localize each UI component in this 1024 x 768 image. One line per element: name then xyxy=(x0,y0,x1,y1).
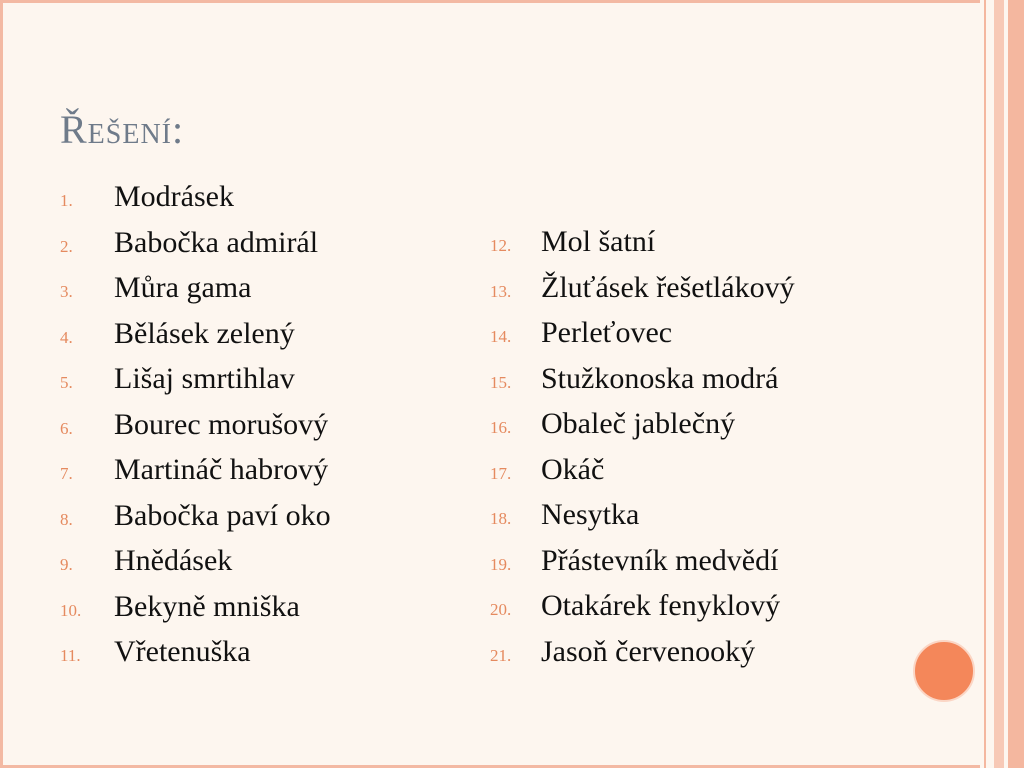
item-text: Vřetenuška xyxy=(114,635,251,668)
list-item xyxy=(60,544,331,590)
item-number: 10. xyxy=(60,600,82,620)
answer-list-right xyxy=(490,225,795,680)
item-text: Lišaj smrtihlav xyxy=(114,362,295,395)
list-item xyxy=(490,544,795,590)
item-text: Nesytka xyxy=(541,498,640,531)
item-text: Modrásek xyxy=(114,180,234,213)
item-text: Stužkonoska modrá xyxy=(541,361,779,395)
item-text: Martináč habrový xyxy=(114,453,329,486)
item-number: 21. xyxy=(490,645,512,665)
item-text: Perleťovec xyxy=(541,316,673,349)
item-text: Žluťásek řešetlákový xyxy=(541,270,795,304)
list-item xyxy=(490,589,795,635)
item-text: Hnědásek xyxy=(114,544,233,577)
item-text: Můra gama xyxy=(114,271,252,304)
item-number: 13. xyxy=(490,281,512,301)
item-number: 5. xyxy=(60,373,73,392)
list-item xyxy=(60,499,331,545)
item-text: Bourec morušový xyxy=(114,407,329,441)
decorative-circle xyxy=(913,640,975,702)
list-item xyxy=(60,635,331,681)
item-text: Jasoň červenooký xyxy=(541,634,756,668)
list-item xyxy=(490,271,795,317)
list-item xyxy=(60,180,331,226)
item-text: Babočka admirál xyxy=(114,225,319,259)
slide-title: Řešení: xyxy=(60,107,185,152)
item-number: 8. xyxy=(60,509,73,529)
slide-border-top xyxy=(0,0,980,3)
list-item xyxy=(60,408,331,454)
item-number: 17. xyxy=(490,463,512,483)
item-text: Otakárek fenyklový xyxy=(541,589,781,622)
item-number: 7. xyxy=(60,464,73,483)
list-item xyxy=(60,453,331,499)
item-number: 3. xyxy=(60,282,73,301)
list-item xyxy=(60,271,331,317)
item-number: 1. xyxy=(60,191,73,210)
list-item xyxy=(490,635,795,681)
item-text: Babočka paví oko xyxy=(114,498,331,532)
item-number: 18. xyxy=(490,509,512,528)
item-text: Mol šatní xyxy=(541,225,656,258)
list-item xyxy=(490,316,795,362)
slide-border-left xyxy=(0,0,3,768)
item-text: Bělásek zelený xyxy=(114,316,295,350)
list-item xyxy=(490,498,795,544)
list-item xyxy=(60,226,331,272)
list-item xyxy=(490,453,795,499)
item-number: 9. xyxy=(60,555,73,574)
item-number: 15. xyxy=(490,372,512,392)
item-text: Okáč xyxy=(541,452,605,486)
list-item xyxy=(490,225,795,271)
item-number: 4. xyxy=(60,327,73,347)
list-item xyxy=(60,590,331,636)
list-item xyxy=(490,407,795,453)
answer-list-left xyxy=(60,180,331,681)
item-number: 14. xyxy=(490,327,512,346)
item-text: Přástevník medvědí xyxy=(541,543,779,577)
item-text: Obaleč jablečný xyxy=(541,407,736,440)
item-number: 19. xyxy=(490,554,512,574)
item-number: 2. xyxy=(60,236,73,256)
item-number: 16. xyxy=(490,418,512,437)
list-item xyxy=(490,362,795,408)
item-number: 12. xyxy=(490,236,512,255)
item-text: Bekyně mniška xyxy=(114,589,300,623)
list-item xyxy=(60,317,331,363)
item-number: 20. xyxy=(490,600,512,619)
decorative-stripes xyxy=(980,0,1024,768)
item-number: 6. xyxy=(60,418,73,438)
list-item xyxy=(60,362,331,408)
item-number: 11. xyxy=(60,646,81,665)
